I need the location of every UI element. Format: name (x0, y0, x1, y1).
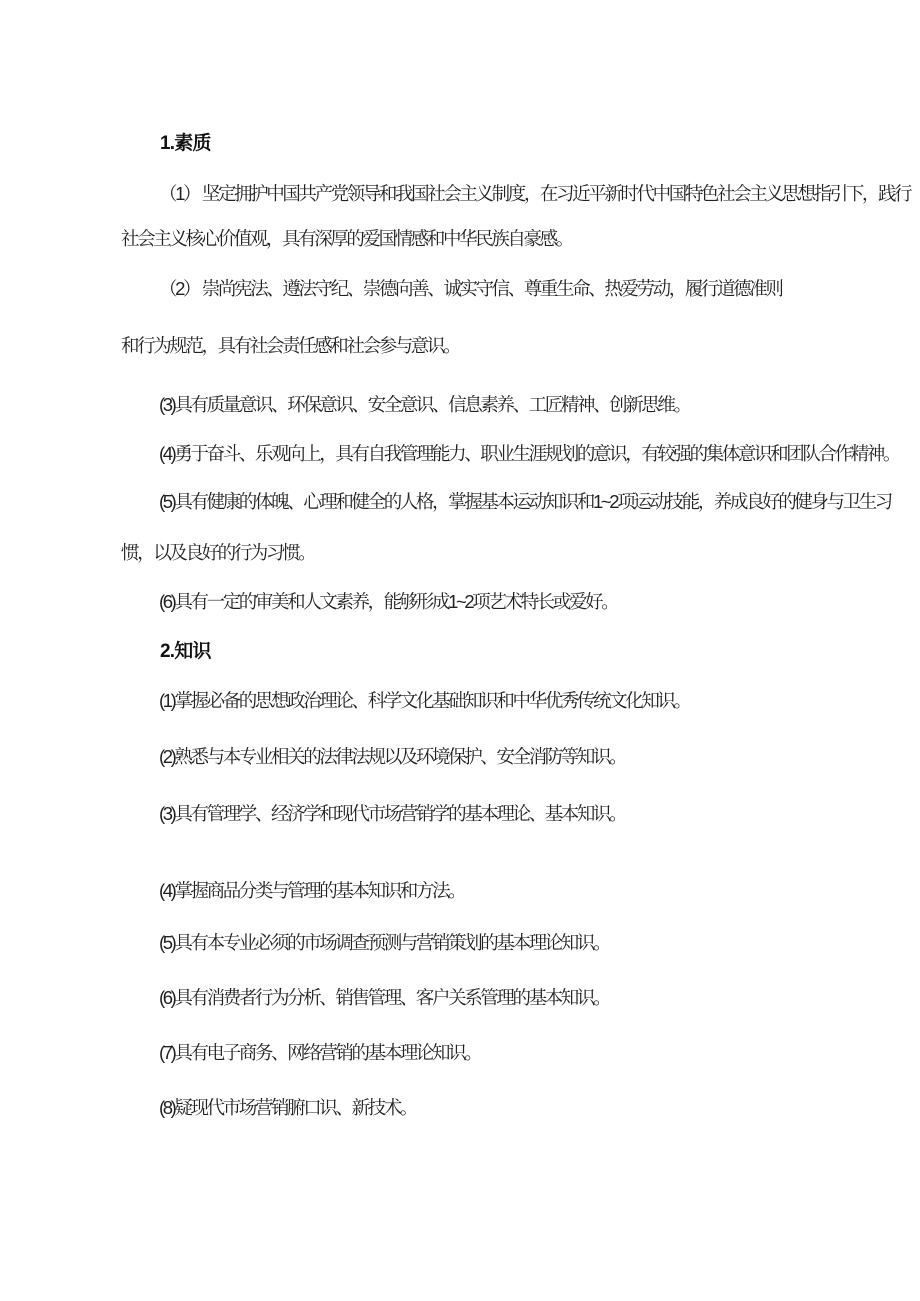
zhishi-item-8: (8)疑现代市场营销腑口识、新技术。 (159, 1097, 416, 1118)
zhishi-item-7: (7)具有电子商务、网络营销的基本理论知识。 (159, 1042, 481, 1063)
suzhi-item-1-line-2: 社会主义核心价值观，具有深厚的爱国情感和中华民族自豪感。 (121, 228, 572, 249)
suzhi-item-6: (6)具有一定的审美和人文素养，能够形成1~2项艺术特长或爱好。 (159, 591, 618, 612)
section-heading-zhishi: 2.知识 (160, 641, 211, 662)
zhishi-item-1: (1)掌握必备的思想政治理论、科学文化基础知识和中华优秀传统文化知识。 (159, 690, 690, 711)
zhishi-item-2: (2)熟悉与本专业相关的法律法规以及环境保护、安全消防等知识。 (159, 746, 626, 767)
zhishi-item-4: (4)掌握商品分类与管理的基本知识和方法。 (159, 880, 465, 901)
suzhi-item-4: (4)勇于奋斗、乐观向上，具有自我管理能力、职业生涯规划的意识，有较强的集体意识和团队合作精神。 (159, 443, 899, 464)
zhishi-item-3: (3)具有管理学、经济学和现代市场营销学的基本理论、基本知识。 (159, 803, 626, 824)
zhishi-item-6: (6)具有消费者行为分析、销售管理、客户关系管理的基本知识。 (159, 987, 610, 1008)
suzhi-item-2-line-2: 和行为规范，具有社会责任感和社会参与意识。 (121, 335, 460, 356)
suzhi-item-2-line-1: （2） 崇尚宪法、遵法守纪、崇德向善、诚实守信、尊重生命、热爱劳动，履行道德准则 (159, 278, 782, 299)
section-heading-suzhi: 1.素质 (160, 133, 211, 154)
suzhi-item-1-line-1: （1） 坚定拥护中国共产党领导和我国社会主义制度，在习近平新时代中国特色社会主义思想指引下，践行 (159, 183, 911, 204)
suzhi-item-5-line-1: (5)具有健康的体魄、心理和健全的人格，掌握基本运动知识和1~2项运动技能，养成良好的健身与卫生习 (159, 491, 891, 512)
suzhi-item-3: (3)具有质量意识、环保意识、安全意识、信息素养、工匠精神、创新思维。 (159, 394, 690, 415)
zhishi-item-5: (5)具有本专业必须的市场调查预测与营销策划的基本理论知识。 (159, 932, 610, 953)
suzhi-item-5-line-2: 惯，以及良好的行为习惯。 (121, 542, 315, 563)
